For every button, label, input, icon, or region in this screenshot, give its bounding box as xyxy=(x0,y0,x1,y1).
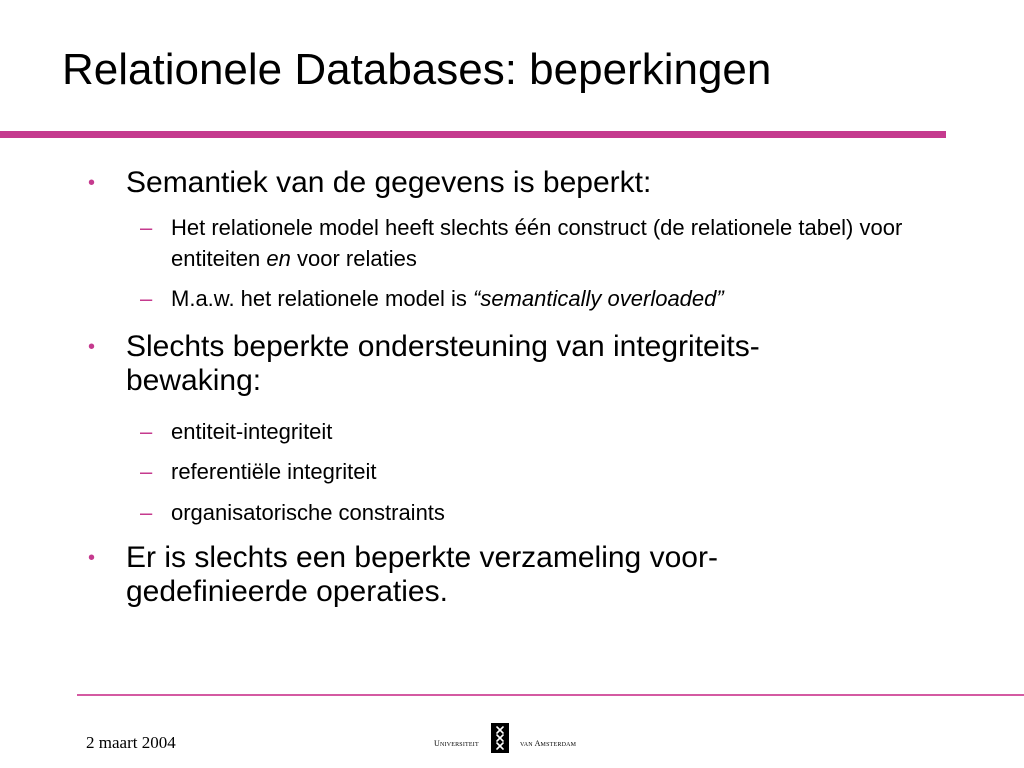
sub-text-part: Het relationele model heeft slechts één construct (de relationele tabel) voor entiteiten xyxy=(171,215,903,271)
footer-divider xyxy=(77,694,1024,696)
sub-bullet-marker: – xyxy=(140,459,153,484)
bullet-text: Er is slechts een beperkte verzameling voor-gedefinieerde operaties. xyxy=(126,541,718,608)
sub-bullet-marker: – xyxy=(140,419,153,444)
logo-text-left: Universiteit xyxy=(434,739,479,748)
bullet-marker: • xyxy=(88,547,96,569)
footer-date: 2 maart 2004 xyxy=(86,733,176,752)
sub-bullet-text xyxy=(171,283,991,314)
sub-text-emphasis: en xyxy=(266,246,291,271)
amsterdam-crest-icon xyxy=(491,723,509,753)
sub-bullet-text: referentiële integriteit xyxy=(171,459,377,484)
title-underline xyxy=(0,131,946,138)
sub-bullet-marker: – xyxy=(140,286,153,311)
bullet-text: Semantiek van de gegevens is beperkt: xyxy=(126,166,652,199)
sub-bullet-marker: – xyxy=(140,500,153,525)
sub-text-part: voor relaties xyxy=(290,246,417,271)
bullet-marker: • xyxy=(88,172,96,194)
slide-title: Relationele Databases: beperkingen xyxy=(62,45,772,94)
bullet-text: Slechts beperkte ondersteuning van integriteits-bewaking: xyxy=(126,330,760,397)
logo-text-right: van Amsterdam xyxy=(520,739,577,748)
bullet-marker: • xyxy=(88,336,96,358)
sub-bullet-text: organisatorische constraints xyxy=(171,500,445,525)
sub-text-part: M.a.w. het relationele model is xyxy=(171,286,474,311)
sub-bullet-marker: – xyxy=(140,215,153,240)
sub-bullet-text: entiteit-integriteit xyxy=(171,419,333,444)
sub-text-emphasis: “semantically overloaded” xyxy=(473,286,724,311)
sub-bullet-text xyxy=(171,212,991,274)
